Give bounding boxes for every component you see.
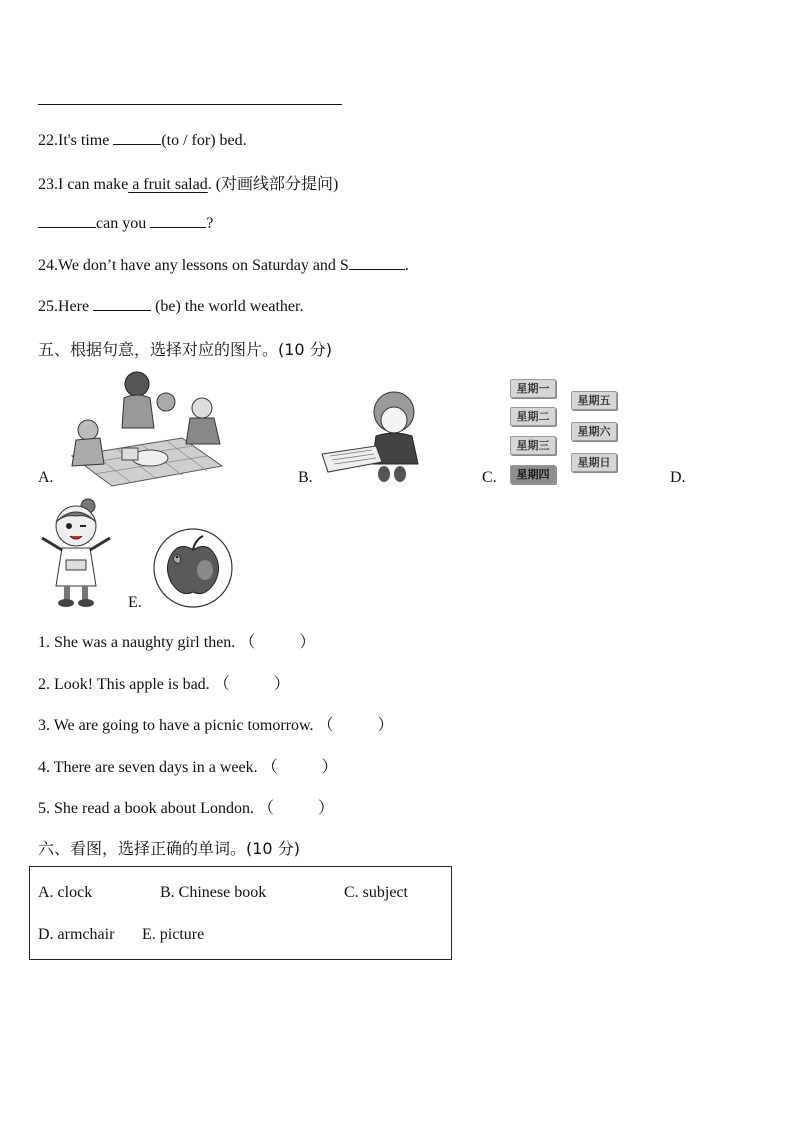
answer-blank[interactable]: [113, 130, 161, 145]
weekday-tag-sunday: 星期日: [571, 453, 617, 472]
question-23: [38, 171, 338, 194]
weekday-tag-friday: 星期五: [571, 391, 617, 410]
question-text: 3. We are going to have a picnic tomorrow.: [38, 717, 314, 734]
weekday-tag-wednesday: 星期三: [510, 436, 556, 455]
picture-question-4: [38, 754, 338, 777]
question-text: can you: [96, 215, 151, 232]
question-number: 23.: [38, 176, 58, 193]
question-text: We don’t have any lessons on Saturday and S: [58, 257, 349, 274]
question-number: 25.: [38, 298, 58, 315]
question-text: .: [404, 257, 409, 274]
question-22: [38, 130, 247, 150]
answer-blank[interactable]: [38, 213, 96, 228]
naughty-girl-illustration: [38, 498, 114, 608]
word-option-c: C. subject: [344, 884, 408, 901]
question-number: 24.: [38, 257, 58, 274]
question-text: It's time: [58, 132, 114, 149]
answer-paren-open: （: [213, 676, 230, 693]
option-label-e: E.: [128, 594, 142, 611]
answer-paren-open: （: [261, 759, 278, 776]
word-option-d: D. armchair: [38, 926, 115, 943]
answer-blank[interactable]: [150, 213, 206, 228]
question-text: (to / for) bed.: [161, 132, 247, 149]
word-option-a: A. clock: [38, 884, 93, 901]
question-text: . (对画线部分提问): [207, 176, 339, 193]
section-6-title: 六、看图，选择正确的单词。(10 分): [38, 839, 300, 858]
question-24: [38, 255, 409, 275]
question-text: (be) the world weather.: [151, 298, 304, 315]
option-label-c: C.: [482, 469, 497, 486]
question-25: [38, 296, 303, 316]
word-option-b: B. Chinese book: [160, 884, 267, 901]
underlined-phrase: a fruit salad: [128, 176, 208, 193]
answer-paren-close: ）: [317, 800, 334, 817]
reading-boy-illustration: [322, 390, 432, 482]
question-23-answer-line: [38, 213, 213, 233]
answer-paren-close: ）: [299, 634, 316, 651]
bad-apple-illustration: [153, 528, 233, 608]
top-answer-line[interactable]: [38, 104, 342, 105]
word-option-e: E. picture: [142, 926, 205, 943]
question-text: 5. She read a book about London.: [38, 800, 254, 817]
answer-paren-open: （: [239, 634, 256, 651]
question-text: 1. She was a naughty girl then.: [38, 634, 236, 651]
picture-question-2: [38, 671, 290, 694]
weekday-tag-saturday: 星期六: [571, 422, 617, 441]
weekday-tag-tuesday: 星期二: [510, 407, 556, 426]
answer-paren-open: （: [257, 800, 274, 817]
answer-paren-open: （: [317, 717, 334, 734]
section-5-title: 五、根据句意，选择对应的图片。(10 分): [38, 340, 332, 359]
answer-paren-close: ）: [273, 676, 290, 693]
answer-paren-close: ）: [377, 717, 394, 734]
question-text: 2. Look! This apple is bad.: [38, 676, 210, 693]
answer-paren-close: ）: [321, 759, 338, 776]
picture-question-5: [38, 795, 334, 818]
picture-question-3: [38, 712, 394, 735]
option-label-a: A.: [38, 469, 54, 486]
word-bank-box: [29, 866, 452, 960]
option-label-b: B.: [298, 469, 313, 486]
weekday-tag-monday: 星期一: [510, 379, 556, 398]
question-text: 4. There are seven days in a week.: [38, 759, 258, 776]
picnic-illustration: [62, 368, 227, 486]
answer-blank[interactable]: [349, 255, 405, 270]
weekday-tag-thursday: 星期四: [510, 465, 556, 484]
option-label-d: D.: [670, 469, 686, 486]
question-text: Here: [58, 298, 94, 315]
picture-question-1: [38, 629, 315, 652]
question-text: ?: [206, 215, 214, 232]
question-number: 22.: [38, 132, 58, 149]
answer-blank[interactable]: [93, 296, 151, 311]
question-text: I can make: [58, 176, 129, 193]
